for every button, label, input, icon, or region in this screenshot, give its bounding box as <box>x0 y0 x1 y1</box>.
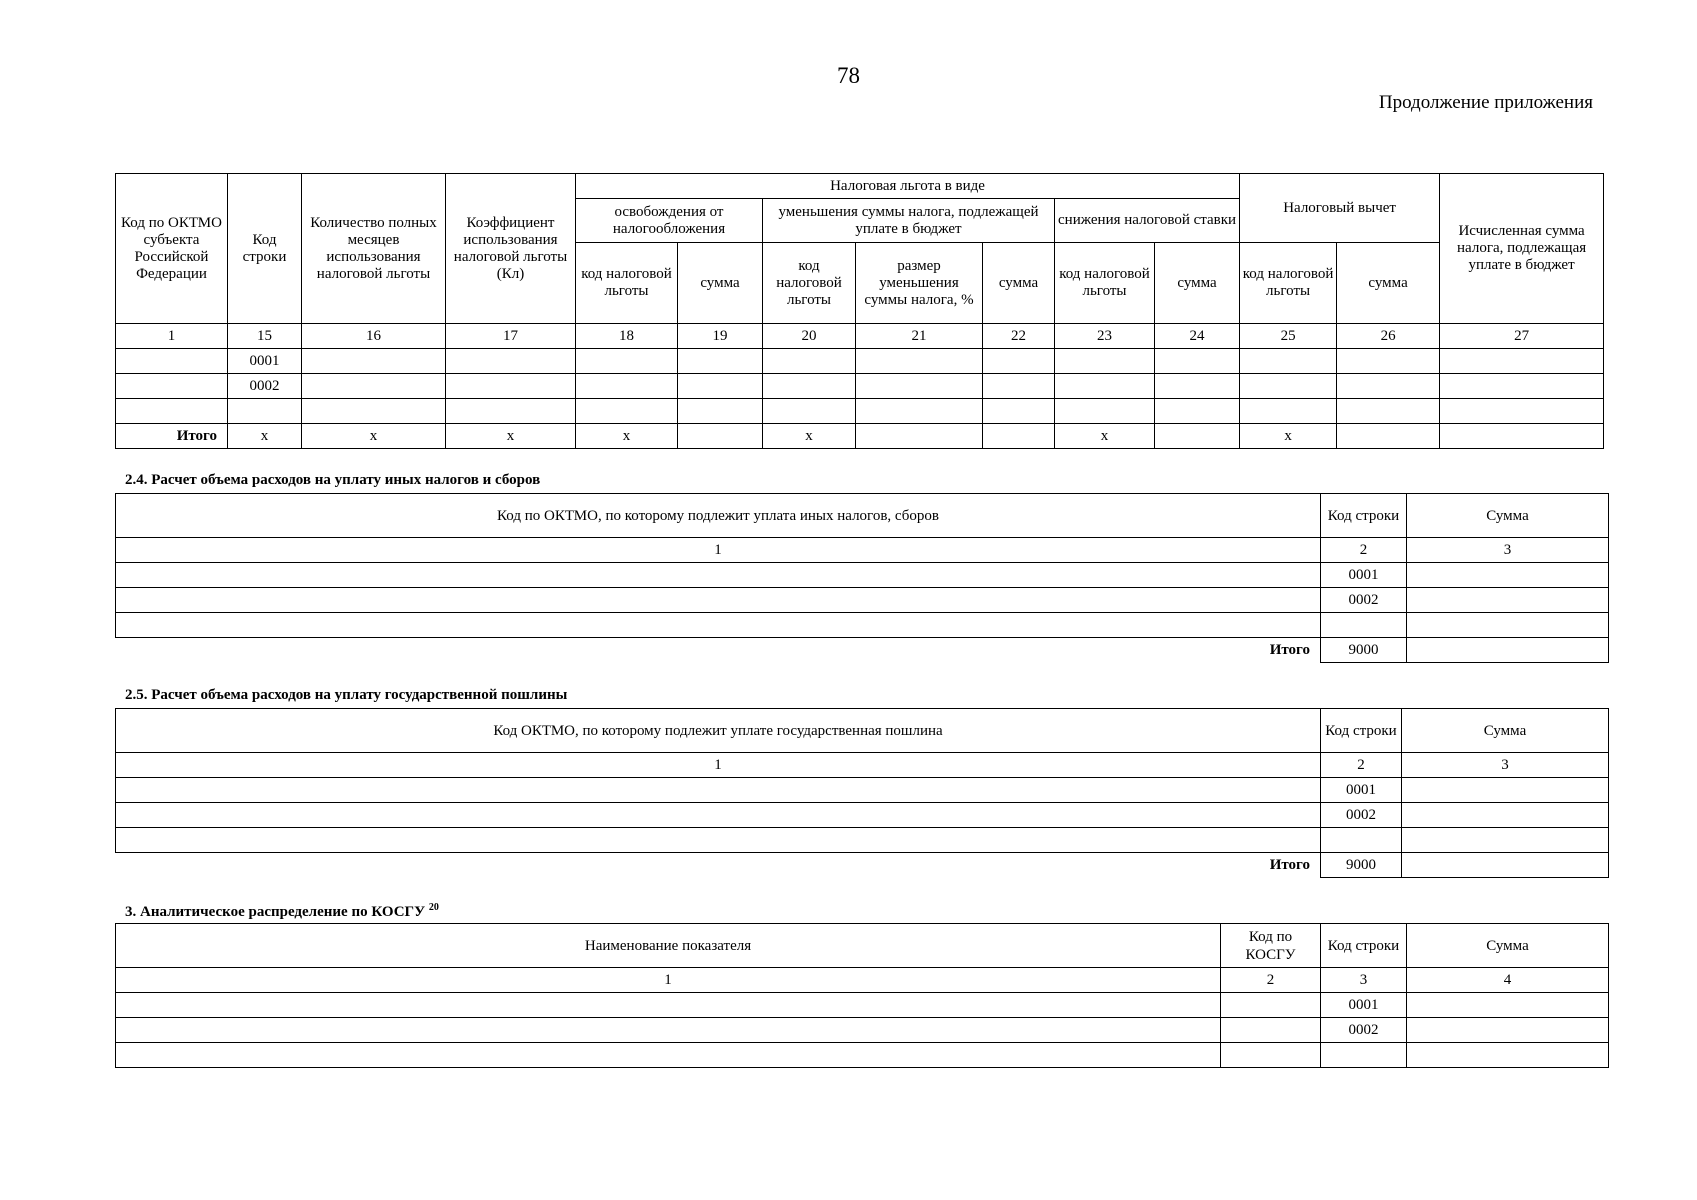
x-mark: x <box>446 424 576 449</box>
continuation-label: Продолжение приложения <box>1378 92 1593 113</box>
total-row <box>116 638 1609 663</box>
section-2-4-title: 2.4. Расчет объема расходов на уплату иных налогов и сборов <box>125 472 541 488</box>
header-sum: Сумма <box>1407 924 1609 968</box>
col-number: 20 <box>763 324 856 349</box>
section-3-title-text: 3. Аналитическое распределение по КОСГУ <box>125 904 426 920</box>
col-number: 1 <box>116 324 228 349</box>
col-number: 4 <box>1407 968 1609 993</box>
col-number: 23 <box>1055 324 1155 349</box>
table-row <box>116 803 1609 828</box>
col-number: 1 <box>116 753 1321 778</box>
header-rate-reduction: снижения налоговой ставки <box>1055 199 1240 243</box>
header-deduction: Налоговый вычет <box>1240 174 1440 243</box>
header-benefit-code: код налоговой льготы <box>576 243 678 324</box>
header-row-code: Код строки <box>1321 924 1407 968</box>
col-number: 18 <box>576 324 678 349</box>
row-code: 0002 <box>1321 1018 1407 1043</box>
row-code: 0002 <box>228 374 302 399</box>
col-number: 1 <box>116 538 1321 563</box>
header-row-code: Код строки <box>1321 494 1407 538</box>
kosgu-table <box>115 923 1609 1068</box>
col-number: 2 <box>1221 968 1321 993</box>
tax-benefit-table <box>115 173 1604 449</box>
x-mark: x <box>1240 424 1337 449</box>
total-code: 9000 <box>1321 638 1407 663</box>
header-sum: сумма <box>983 243 1055 324</box>
header-benefit-group: Налоговая льгота в виде <box>576 174 1240 199</box>
header-reduction-size: размер уменьшения суммы налога, % <box>856 243 983 324</box>
header-months: Количество полных месяцев использования налоговой льготы <box>302 174 446 324</box>
total-row <box>116 853 1609 878</box>
table-row <box>116 349 1604 374</box>
header-kosgu-code: Код по КОСГУ <box>1221 924 1321 968</box>
header-computed: Исчисленная сумма налога, подлежащая уплате в бюджет <box>1440 174 1604 324</box>
table-row <box>116 778 1609 803</box>
table-row <box>116 993 1609 1018</box>
header-sum: сумма <box>1337 243 1440 324</box>
col-number: 15 <box>228 324 302 349</box>
header-coefficient: Коэффициент использования налоговой льготы (Кл) <box>446 174 576 324</box>
footnote-mark: 20 <box>428 902 439 913</box>
total-label: Итого <box>116 853 1321 878</box>
section-2-5-title: 2.5. Расчет объема расходов на уплату государственной пошлины <box>125 687 568 703</box>
x-mark: x <box>1055 424 1155 449</box>
col-number: 2 <box>1321 538 1407 563</box>
header-sum: сумма <box>678 243 763 324</box>
section-3-title <box>125 902 439 921</box>
col-number: 16 <box>302 324 446 349</box>
row-code: 0002 <box>1321 588 1407 613</box>
table-row <box>116 563 1609 588</box>
page-number: 78 <box>837 63 860 88</box>
col-number: 19 <box>678 324 763 349</box>
header-sum: сумма <box>1155 243 1240 324</box>
total-label: Итого <box>116 638 1321 663</box>
header-row-code: Код строки <box>228 174 302 324</box>
header-oktmo: Код по ОКТМО, по которому подлежит уплата иных налогов, сборов <box>116 494 1321 538</box>
table-row <box>116 374 1604 399</box>
header-benefit-code: код налоговой льготы <box>763 243 856 324</box>
header-row-code: Код строки <box>1321 709 1402 753</box>
table-row <box>116 828 1609 853</box>
header-indicator-name: Наименование показателя <box>116 924 1221 968</box>
row-code: 0001 <box>1321 993 1407 1018</box>
col-number: 24 <box>1155 324 1240 349</box>
x-mark: x <box>228 424 302 449</box>
table-row <box>116 1043 1609 1068</box>
x-mark: x <box>302 424 446 449</box>
col-number: 3 <box>1407 538 1609 563</box>
header-sum: Сумма <box>1402 709 1609 753</box>
x-mark: x <box>576 424 678 449</box>
header-benefit-code: код налоговой льготы <box>1240 243 1337 324</box>
header-oktmo: Код по ОКТМО субъекта Российской Федерации <box>116 174 228 324</box>
header-benefit-code: код налоговой льготы <box>1055 243 1155 324</box>
table-row <box>116 399 1604 424</box>
table-row <box>116 588 1609 613</box>
x-mark: x <box>763 424 856 449</box>
other-taxes-table <box>115 493 1609 663</box>
col-number: 2 <box>1321 753 1402 778</box>
header-exemption: освобождения от налогообложения <box>576 199 763 243</box>
col-number: 1 <box>116 968 1221 993</box>
total-row <box>116 424 1604 449</box>
col-number: 3 <box>1402 753 1609 778</box>
total-label: Итого <box>116 424 228 449</box>
col-number: 26 <box>1337 324 1440 349</box>
row-code: 0001 <box>1321 563 1407 588</box>
header-sum: Сумма <box>1407 494 1609 538</box>
table-row <box>116 613 1609 638</box>
state-duty-table <box>115 708 1609 878</box>
col-number: 21 <box>856 324 983 349</box>
column-numbers-row <box>116 324 1604 349</box>
col-number: 25 <box>1240 324 1337 349</box>
col-number: 22 <box>983 324 1055 349</box>
col-number: 17 <box>446 324 576 349</box>
table-row <box>116 1018 1609 1043</box>
col-number: 3 <box>1321 968 1407 993</box>
col-number: 27 <box>1440 324 1604 349</box>
row-code: 0002 <box>1321 803 1402 828</box>
row-code: 0001 <box>228 349 302 374</box>
header-oktmo: Код ОКТМО, по которому подлежит уплате государственная пошлина <box>116 709 1321 753</box>
header-reduction-sum: уменьшения суммы налога, подлежащей уплате в бюджет <box>763 199 1055 243</box>
row-code: 0001 <box>1321 778 1402 803</box>
total-code: 9000 <box>1321 853 1402 878</box>
